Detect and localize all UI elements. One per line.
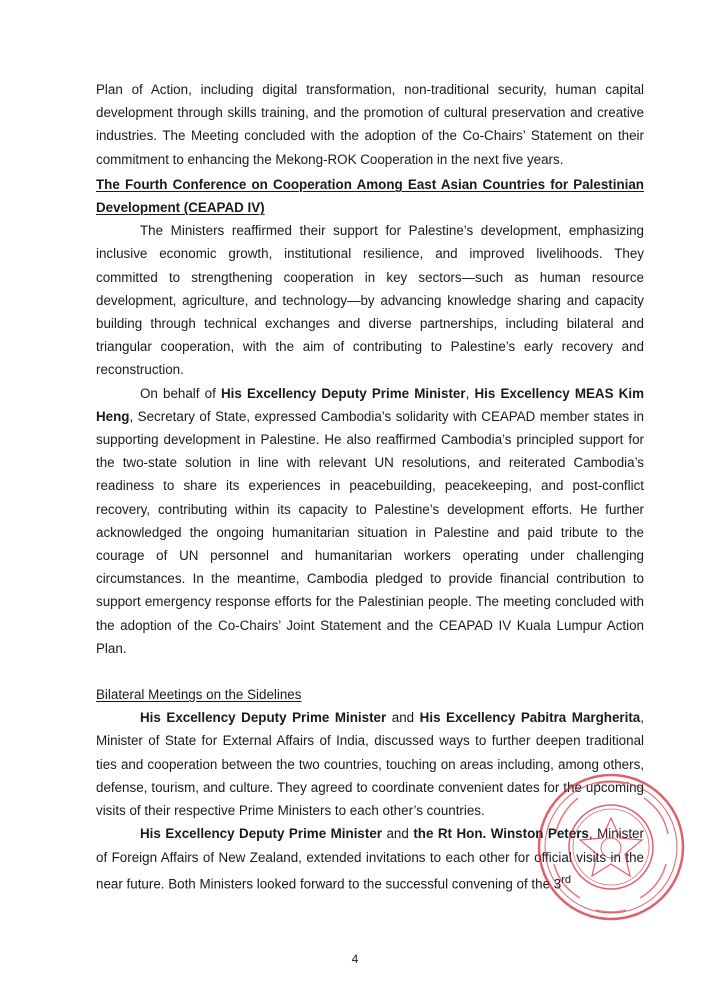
paragraph-cambodia-solidarity xyxy=(96,382,644,660)
text-sep: , xyxy=(465,385,475,401)
text-and: and xyxy=(386,710,420,726)
official-seal-stamp xyxy=(536,772,686,922)
paragraph-ceapad-ministers: The Ministers reaffirmed their support for Palestine’s development, emphasizing inclusive economic growth, institutional resilience, and improved livelihoods. They committed to strengthening cooperation in key sectors—such as human resource development, agriculture, and technology—by advancing knowledge sharing and capacity building through technical exchanges and diverse partnerships, including bilateral and triangular cooperation, with the aim of contributing to Palestine’s early recovery and reconstruction. xyxy=(96,223,644,378)
superscript-rd: rd xyxy=(561,873,572,886)
text-and: and xyxy=(381,826,414,842)
page-number: 4 xyxy=(351,952,359,966)
section-heading-ceapad: The Fourth Conference on Cooperation Among East Asian Countries for Palestinian Development (CEAPAD IV) xyxy=(96,176,644,216)
bold-deputy-pm: His Excellency Deputy Prime Minister xyxy=(220,385,466,401)
text-lead: On behalf of xyxy=(140,385,221,401)
bold-deputy-pm: His Excellency Deputy Prime Minister xyxy=(140,826,382,842)
section-heading-bilateral: Bilateral Meetings on the Sidelines xyxy=(96,687,302,703)
paragraph-mekong-rok: Plan of Action, including digital transformation, non-traditional security, human capital development through skills training, and the promotion of cultural preservation and creative industries. The Meeting concluded with the adoption of the Co-Chairs’ Statement on their commitment to enhancing the Mekong-ROK Cooperation in the next five years. xyxy=(96,82,644,167)
bold-meas-kim-heng: His Excellency MEAS Kim Heng xyxy=(96,385,644,424)
bold-deputy-pm: His Excellency Deputy Prime Minister xyxy=(140,710,387,726)
bold-winston-peters: the Rt Hon. Winston Peters xyxy=(413,826,589,842)
bold-pabitra-margherita: His Excellency Pabitra Margherita xyxy=(419,710,641,726)
text-rest: , Minister of Foreign Affairs of New Zealand, extended invitations to each other for official visits in the near future. Both Ministers looked forward to the successful convening of the 3 xyxy=(96,826,644,892)
text-rest: , Secretary of State, expressed Cambodia’s solidarity with CEAPAD member states in supporting development in Palestine. He also reaffirmed Cambodia’s principled support for the two-state solution in line with relevant UN resolutions, and reiterated Cambodia’s readiness to share its experiences in peacebuilding, peacekeeping, and post-conflict recovery, contributing within its capacity to Palestine’s development efforts. He further acknowledged the ongoing humanitarian situation in Palestine and paid tribute to the courage of UN personnel and humanitarian workers operating under challenging circumstances. In the meantime, Cambodia pledged to provide financial contribution to support emergency response efforts for the Palestinian people. The meeting concluded with the adoption of the Co-Chairs’ Joint Statement and the CEAPAD IV Kuala Lumpur Action Plan. xyxy=(96,408,644,656)
text-rest: , Minister of State for External Affairs of India, discussed ways to further deepen traditional ties and cooperation between the two countries, touching on areas including, among others, defense, tourism, and culture. They agreed to coordinate convenient dates for the upcoming visits of their respective Prime Ministers to each other’s countries. xyxy=(96,710,644,819)
